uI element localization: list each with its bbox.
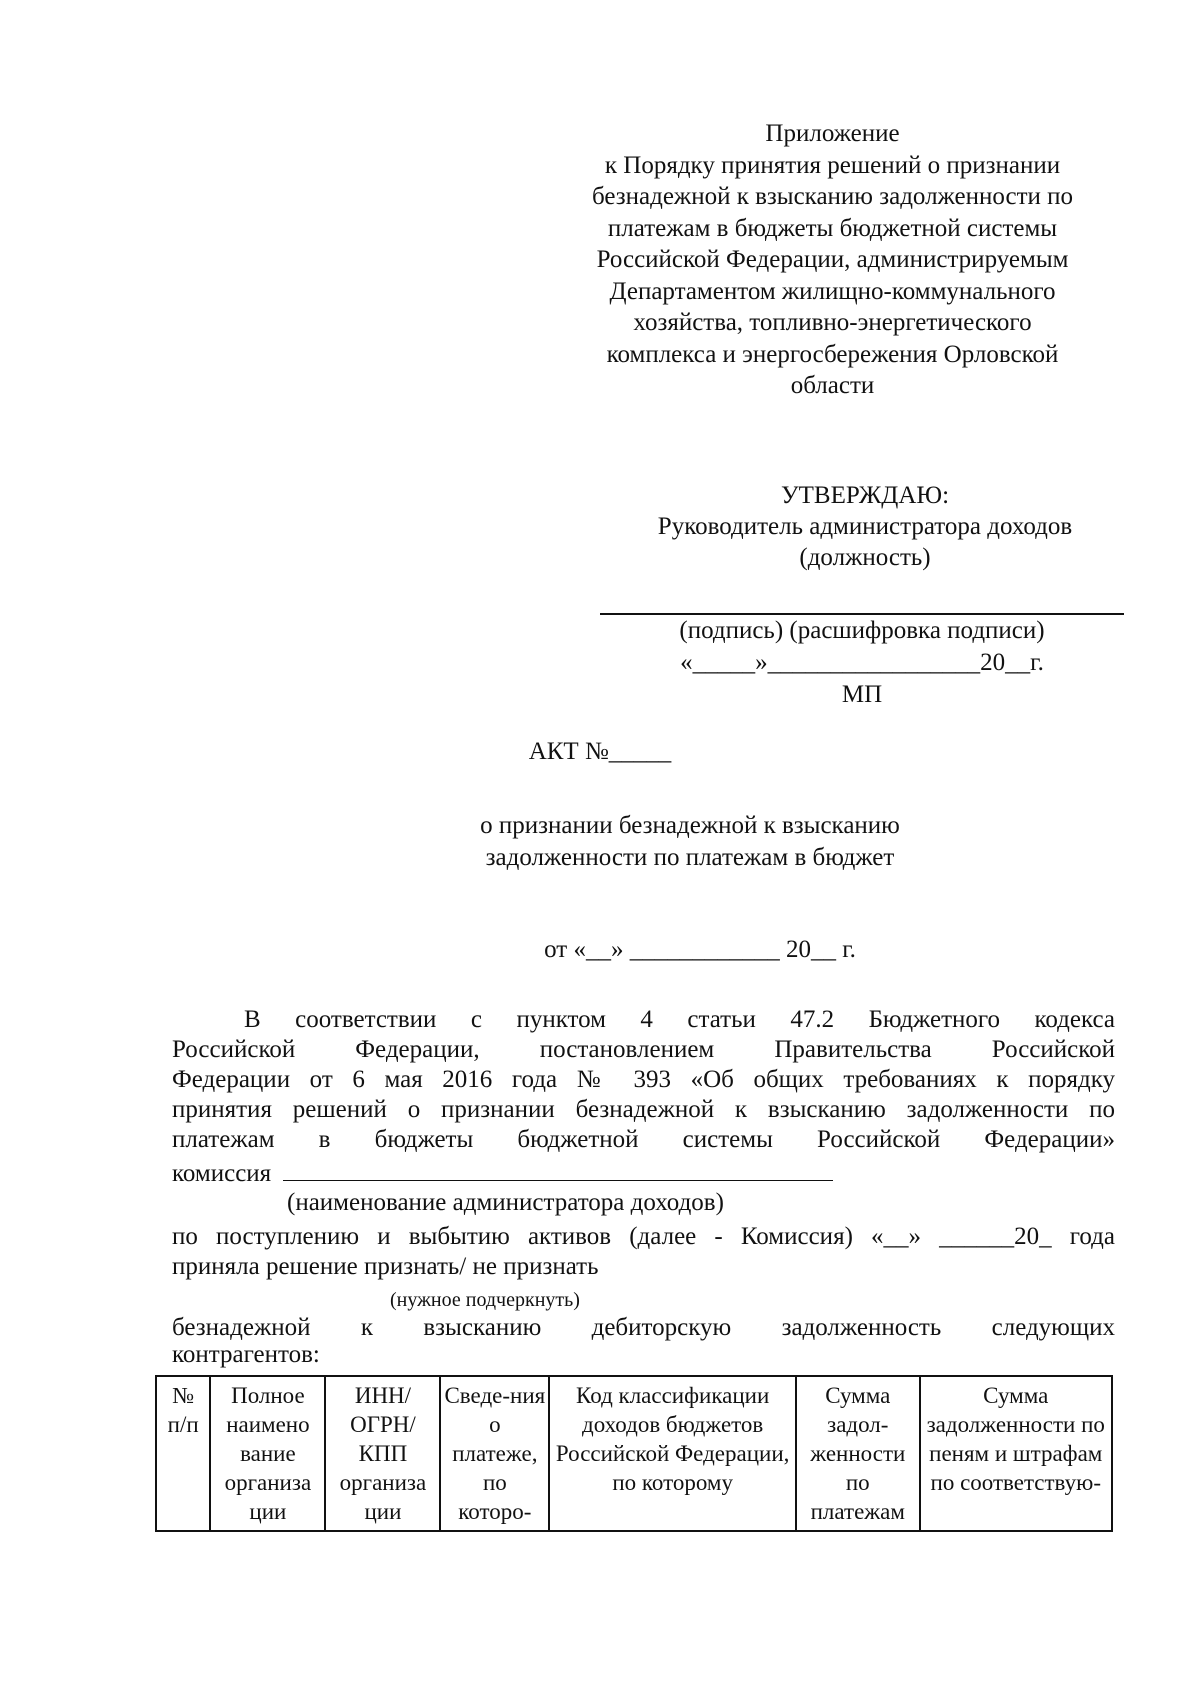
appendix-line: Департаментом жилищно-коммунального	[609, 277, 1056, 305]
debt-table	[155, 1375, 1113, 1532]
appendix-line: области	[790, 372, 875, 399]
approval-date-line: «_____»_________________20__г.	[680, 649, 1044, 676]
approval-block	[595, 480, 1135, 573]
commission-line	[172, 1155, 1115, 1189]
underline-hint: (нужное подчеркнуть)	[390, 1289, 580, 1311]
table-header-cell: Сумма задолженности по пеням и штрафам по соответствую-	[920, 1376, 1113, 1531]
signature-block	[600, 615, 1124, 711]
stamp-mark: МП	[841, 681, 883, 708]
act-subtitle	[300, 810, 1080, 874]
table-header-cell: Полное наимено вание организа ции	[210, 1376, 325, 1531]
admin-caption: (наименование администратора доходов)	[287, 1189, 724, 1216]
table-header-row	[156, 1376, 1112, 1531]
act-subtitle-line: задолженности по платежам в бюджет	[485, 844, 895, 871]
approval-position: (должность)	[799, 544, 931, 571]
appendix-line: Российской Федерации, администрируемым	[596, 246, 1069, 273]
table-header-cell: ИНН/ ОГРН/ КПП организа ции	[325, 1376, 440, 1531]
appendix-line: безнадежной к взысканию задолженности по	[591, 183, 1074, 210]
table-header-cell: Код классификации доходов бюджетов Российской Федерации, по которому	[549, 1376, 796, 1531]
appendix-line: платежам в бюджеты бюджетной системы	[607, 214, 1058, 242]
paragraph-line: Федерации от 6 мая 2016 года № 393 «Об общих требованиях к порядку	[172, 1066, 1115, 1093]
approval-title: УТВЕРЖДАЮ:	[780, 482, 950, 509]
act-title: АКТ №_____	[528, 738, 672, 765]
commission-field-line	[283, 1155, 833, 1181]
table-header-cell: № п/п	[156, 1376, 210, 1531]
paragraph-line: В соответствии с пунктом 4 статьи 47.2 Бюджетного кодекса	[244, 1006, 1115, 1033]
signature-caption: (подпись) (расшифровка подписи)	[679, 617, 1045, 644]
approval-role: Руководитель администратора доходов	[657, 513, 1073, 540]
appendix-line: хозяйства, топливно-энергетического	[633, 309, 1032, 336]
paragraph-line: платежам в бюджеты бюджетной системы Российской Федерации»	[172, 1126, 1115, 1153]
appendix-line: Приложение	[765, 120, 900, 147]
act-date: от «__» ____________ 20__ г.	[544, 936, 856, 963]
appendix-block	[560, 118, 1105, 402]
appendix-line: комплекса и энергосбережения Орловской	[606, 340, 1059, 368]
table-header-cell: Сумма задол-женности по платежам	[796, 1376, 919, 1531]
paragraph-line: принятия решений о признании безнадежной к взысканию задолженности по	[172, 1096, 1115, 1123]
act-subtitle-line: о признании безнадежной к взысканию	[480, 812, 900, 839]
paragraph-line: Российской Федерации, постановлением Правительства Российской	[172, 1036, 1115, 1063]
commission-label: комиссия	[172, 1160, 272, 1187]
appendix-line: к Порядку принятия решений о признании	[604, 151, 1061, 179]
table-header-cell: Сведе-ния о платеже, по которо-	[440, 1376, 549, 1531]
debt-line: контрагентов:	[172, 1341, 320, 1368]
debt-line: безнадежной к взысканию дебиторскую задолженность следующих	[172, 1314, 1115, 1341]
decision-line: приняла решение признать/ не признать	[172, 1253, 599, 1280]
assets-line: по поступлению и выбытию активов (далее - Комиссия) «__» ______20_ года	[172, 1223, 1115, 1250]
